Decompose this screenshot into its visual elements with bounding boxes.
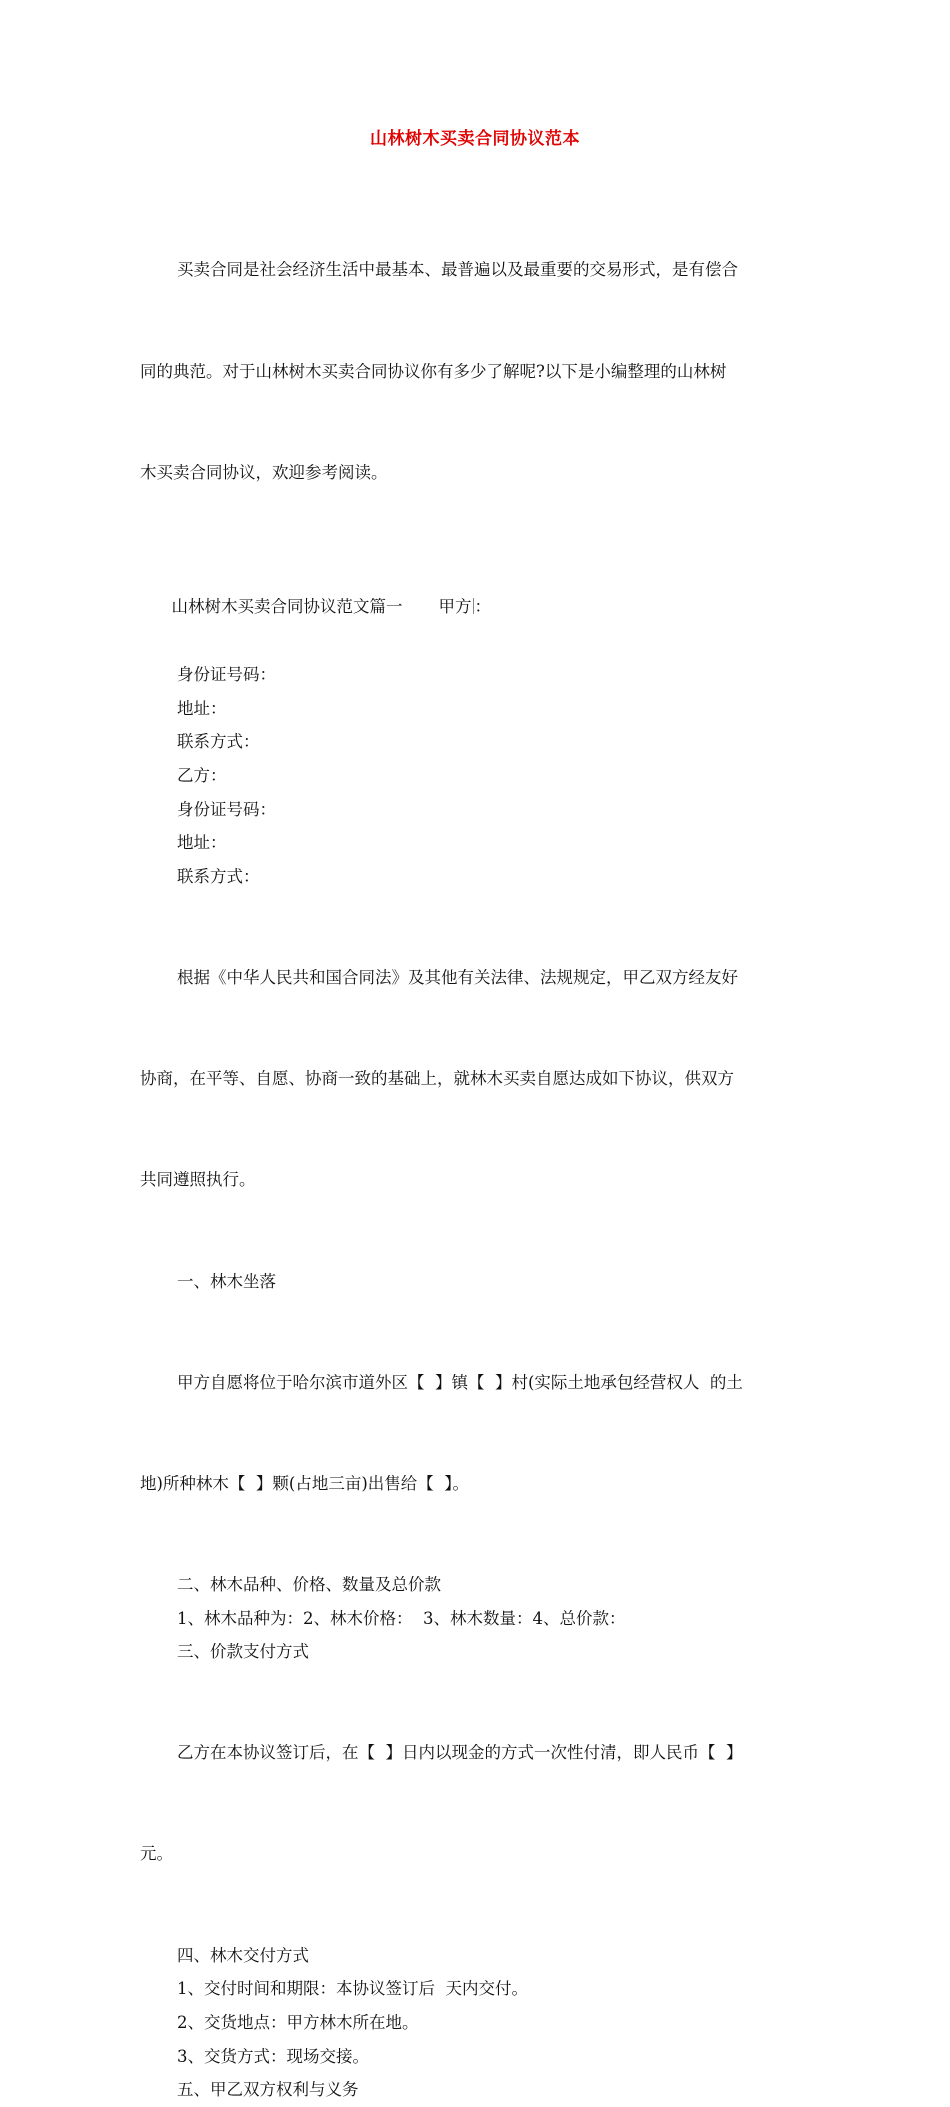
article-5-heading: 五、甲乙双方权利与义务	[177, 2080, 359, 2100]
article-4-item-3: 3、交货方式：现场交接。	[177, 2046, 369, 2066]
section-heading: 山林树木买卖合同协议范文篇一	[171, 597, 403, 617]
document-body	[140, 186, 812, 2107]
party-b-contact-field: 联系方式：	[177, 867, 260, 887]
article-1-heading: 一、林木坐落	[177, 1271, 276, 1291]
intro-line-1: 买卖合同是社会经济生活中最基本、最普遍以及最重要的交易形式，是有偿合	[177, 260, 738, 280]
intro-line-3: 木买卖合同协议，欢迎参考阅读。	[140, 462, 388, 482]
article-4-item-2: 2、交货地点：甲方林木所在地。	[177, 2012, 419, 2032]
article-1-line-1: 甲方自愿将位于哈尔滨市道外区【 】镇【 】村(实际土地承包经营权人 的土	[177, 1372, 743, 1392]
document-title: 山林树木买卖合同协议范本	[370, 129, 580, 149]
article-4-heading: 四、林木交付方式	[177, 1945, 309, 1965]
party-a-contact-field: 联系方式：	[177, 732, 260, 752]
article-4-item-1: 1、交付时间和期限：本协议签订后 天内交付。	[177, 1979, 528, 1999]
basis-line-1: 根据《中华人民共和国合同法》及其他有关法律、法规规定，甲乙双方经友好	[177, 968, 738, 988]
party-b-label: 乙方：	[177, 765, 227, 785]
intro-paragraph	[140, 186, 812, 557]
article-2-heading: 二、林木品种、价格、数量及总价款	[177, 1574, 441, 1594]
article-2-text: 1、林木品种为：2、林木价格： 3、林木数量：4、总价款：	[177, 1608, 626, 1628]
article-3-line-1: 乙方在本协议签订后，在【 】日内以现金的方式一次性付清，即人民币【 】	[177, 1743, 743, 1763]
article-3-text	[140, 1669, 812, 1939]
basis-line-2: 协商，在平等、自愿、协商一致的基础上，就林木买卖自愿达成如下协议，供双方	[140, 1069, 734, 1089]
intro-line-2: 同的典范。对于山林树木买卖合同协议你有多少了解呢?以下是小编整理的山林树	[140, 361, 727, 381]
party-a-label: 甲方	[438, 597, 472, 617]
party-b-id-field: 身份证号码：	[177, 799, 276, 819]
basis-line-3: 共同遵照执行。	[140, 1170, 256, 1190]
article-3-line-2: 元。	[140, 1844, 173, 1864]
section-heading-line	[140, 557, 812, 658]
party-a-id-field: 身份证号码：	[177, 664, 276, 684]
party-a-address-field: 地址：	[177, 698, 227, 718]
article-1-text	[140, 1298, 812, 1568]
basis-paragraph	[140, 894, 812, 1265]
article-1-line-2: 地)所种林木【 】颗(占地三亩)出售给【 】。	[140, 1473, 470, 1493]
party-b-address-field: 地址：	[177, 833, 227, 853]
article-3-heading: 三、价款支付方式	[177, 1642, 309, 1662]
party-a-colon: ：	[474, 597, 491, 617]
